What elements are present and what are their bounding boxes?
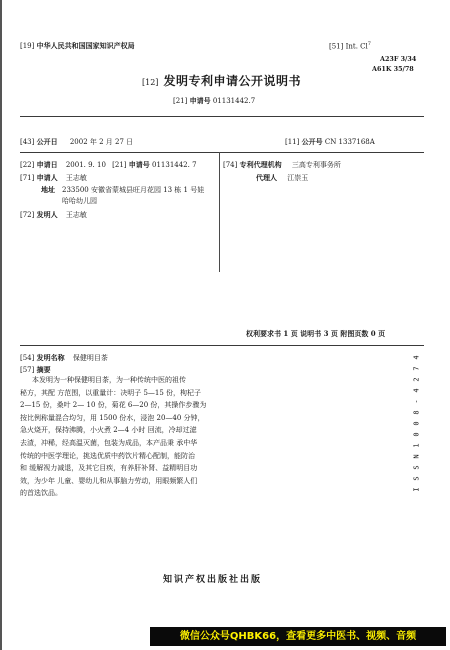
abstract-line: 急火烧开，保持沸腾，小火煮 2—4 小时 回流，冷却过滤	[20, 426, 197, 435]
issn-char: I	[412, 487, 421, 492]
scan-edge	[0, 0, 2, 650]
pubdate-label: 公开日	[36, 137, 58, 146]
app-no-code: [21]	[173, 97, 188, 105]
publisher: 知识产权出版社出版	[163, 575, 263, 585]
pubno-value: CN 1337168A	[324, 138, 375, 146]
address-line-1: 233500 安徽省蒙城县旺月花园 13 栋 1 号娃	[62, 186, 205, 194]
issn-char: -	[412, 399, 421, 404]
abstract-line: 的首选饮品。	[20, 489, 62, 498]
app-no-value: 01131442.7	[212, 97, 256, 105]
applicant-name: 王志敏	[65, 174, 87, 182]
issn-char: 0	[412, 421, 421, 426]
applicant-label: 申请人	[36, 173, 58, 182]
app-no-label: 申请号	[189, 96, 211, 105]
office-line	[20, 41, 135, 51]
class-2: A61K 35/78	[372, 65, 414, 73]
abstract-line: 传统的中医学理论，挑选优质中药饮片精心配制，能防治	[20, 451, 195, 460]
filing-label: 申请日	[36, 160, 58, 169]
pubno-label: 公开号	[301, 137, 323, 146]
app-label-2: 申请号	[128, 160, 150, 169]
applicant-line	[20, 173, 87, 183]
agency-label: 专利代理机构	[239, 160, 282, 169]
inventor-label: 发明人	[36, 210, 58, 219]
agent-label: 代理人	[256, 173, 277, 182]
agent-name: 江崇玉	[287, 174, 309, 182]
abstract-line: 去渣，冲稀，经高温灭菌，包装为成品，本产品秉 承中华	[20, 438, 198, 447]
abstract-line: 按比例称量混合均匀，用 1500 份水，浸泡 20—40 分钟，	[20, 413, 205, 422]
intcl-sup: 7	[367, 41, 371, 47]
issn-char: N	[412, 454, 421, 459]
app-no-2: 01131442. 7	[152, 161, 197, 169]
applicant-code: [71]	[20, 174, 35, 182]
lower-rule	[20, 345, 424, 346]
abstract-body	[20, 374, 226, 500]
filing-code: [22]	[20, 161, 35, 169]
intcl-code: [51]	[329, 42, 344, 51]
intcl-line	[329, 41, 371, 50]
abstract-line: 效，为少年 儿童、婴幼儿和从事脑力劳动，用眼频繁人们	[20, 476, 198, 485]
issn-char: 8	[412, 410, 421, 415]
issn-char: 4	[412, 388, 421, 393]
agent-line	[256, 173, 308, 183]
address-label: 地址	[41, 185, 55, 194]
address-line-2: 哈哈幼儿园	[62, 197, 97, 205]
office-code: [19]	[20, 42, 35, 50]
issn-char: S	[412, 476, 421, 481]
doc-type-title: 发明专利申请公开说明书	[163, 74, 302, 88]
issn-char: 2	[412, 377, 421, 382]
abstract-label: 摘要	[36, 365, 51, 374]
issn-char: 0	[412, 432, 421, 437]
pubdate-line	[20, 137, 133, 147]
agency-name: 三高专利事务所	[291, 161, 341, 169]
doc-type-line	[142, 70, 301, 89]
top-rule	[20, 116, 424, 117]
mid-rule	[20, 152, 424, 153]
class-1: A23F 3/34	[380, 55, 417, 63]
inventor-line	[20, 210, 87, 220]
issn-char: 1	[412, 443, 421, 448]
title-label: 发明名称	[36, 353, 65, 362]
abstract-code: [57]	[20, 366, 35, 374]
abstract-line: 和 缓解视力减退，及其它目疾，有养肝补肾、益精明目功	[20, 464, 198, 473]
inventor-name: 王志敏	[65, 211, 87, 219]
issn-char: 4	[412, 355, 421, 360]
pages-summary: 权利要求书 1 页 说明书 3 页 附图页数 0 页	[246, 329, 386, 338]
app-code-2: [21]	[112, 161, 127, 169]
filing-date: 2001. 9. 10	[65, 161, 106, 169]
wechat-banner: 微信公众号QHBK66，查看更多中医书、视频、音频	[150, 627, 446, 646]
doc-type-code: [12]	[142, 78, 159, 87]
abstract-line: 2—15 份，桑叶 2— 10 份，菊花 6—20 份，其操作步骤为	[20, 401, 207, 410]
issn-vertical	[412, 352, 422, 495]
agency-line	[223, 160, 341, 170]
pubdate-code: [43]	[20, 138, 35, 146]
inventor-code: [72]	[20, 211, 35, 219]
app-no-line	[173, 96, 255, 106]
intcl-label: Int. Cl	[345, 42, 368, 51]
agency-code: [74]	[223, 161, 238, 169]
pubno-line	[285, 137, 375, 147]
column-divider	[219, 152, 220, 272]
abstract-line: 秘方，其配 方范围，以重量计：决明子 5—15 份，枸杞子	[20, 388, 202, 397]
issn-chars	[412, 352, 422, 495]
issn-char: S	[412, 465, 421, 470]
title-line	[20, 353, 108, 363]
pubno-code: [11]	[285, 138, 300, 146]
office-name: 中华人民共和国国家知识产权局	[36, 41, 135, 50]
filing-line	[20, 160, 197, 170]
issn-char: 7	[412, 366, 421, 371]
abstract-line: 本发明为一种保健明目茶，为一种传统中医的祖传	[32, 376, 186, 384]
title-code: [54]	[20, 354, 35, 362]
invention-title: 保健明目茶	[72, 354, 108, 362]
pubdate-value: 2002 年 2 月 27 日	[69, 138, 134, 146]
